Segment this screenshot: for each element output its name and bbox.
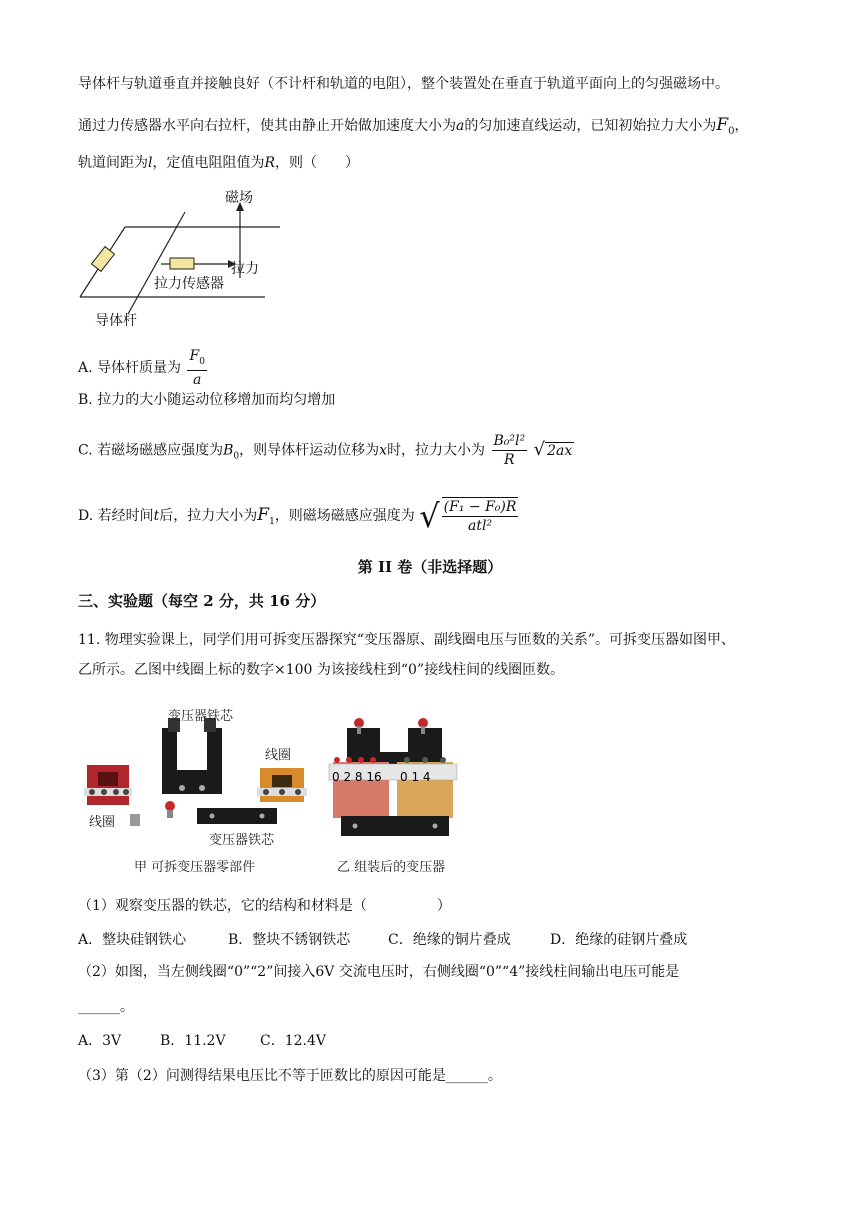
- fig-label-field: 磁场: [225, 190, 253, 206]
- option-d-mid2: ，则磁场磁感应强度为: [274, 508, 415, 524]
- fig-label-pull: 拉力: [231, 261, 259, 277]
- bar-core-image: [197, 808, 277, 824]
- q2-option-c: C．12.4V: [260, 1033, 326, 1049]
- fig-a-label-core-top: 变压器铁芯: [168, 709, 234, 724]
- option-b: B. 拉力的大小随运动位移增加而均匀增加: [78, 392, 336, 408]
- option-a: [78, 346, 209, 390]
- fig-label-rod: 导体杆: [95, 313, 137, 329]
- option-c-prefix: C. 若磁场磁感应强度为: [78, 442, 224, 459]
- section-title: 第 II 卷（非选择题）: [357, 558, 503, 576]
- q1-text: （1）观察变压器的铁芯，它的结构和材料是（ ）: [78, 898, 451, 914]
- caption-b: 乙 组装后的变压器: [337, 860, 446, 875]
- q1-option-c: C．绝缘的铜片叠成: [388, 932, 511, 948]
- sensor-icon: [170, 258, 194, 269]
- p10-line3-a: 轨道间距为: [78, 155, 148, 171]
- option-d-F1: F: [257, 505, 270, 525]
- p11-line2: 乙所示。乙图中线圈上标的数字×100 为该接线柱到“0”接线柱间的线圈匝数。: [78, 662, 565, 678]
- p10-line3-b: ，定值电阻阻值为: [152, 155, 265, 171]
- p10-line2-c: ，: [734, 118, 749, 134]
- option-d-mid: 后，拉力大小为: [159, 508, 258, 524]
- p10-line1: 导体杆与轨道垂直并接触良好（不计杆和轨道的电阻），整个装置处在垂直于轨道平面向上的匀强磁场中。: [78, 76, 729, 92]
- option-a-num: F: [189, 347, 200, 364]
- option-d-t: t: [153, 508, 160, 524]
- option-d-prefix: D. 若经时间: [78, 508, 154, 524]
- section3-heading: 三、实验题（每空 2 分，共 16 分）: [78, 592, 326, 610]
- fig-a-label-coil-right: 线圈: [265, 748, 292, 763]
- p10-var-F0-sub: 0: [728, 125, 735, 137]
- option-c-B0-sub: 0: [233, 451, 240, 462]
- q1-option-b: B．整块不锈钢铁芯: [228, 932, 351, 948]
- p11-line1: 11. 物理实验课上，同学们用可拆变压器探究“变压器原、副线圈电压与匝数的关系”。可拆变压器如图甲、: [78, 632, 736, 648]
- fig-label-sensor: 拉力传感器: [154, 276, 224, 292]
- q2-option-b: B．11.2V: [160, 1033, 226, 1049]
- option-c-B0: B: [223, 442, 234, 459]
- option-a-prefix: A. 导体杆质量为: [78, 360, 182, 376]
- q2-line1: （2）如图，当左侧线圈“0”“2”间接入6V 交流电压时，右侧线圈“0”“4”接线柱间输出电压可能是: [78, 964, 680, 980]
- p10-var-F0: F: [716, 115, 729, 135]
- q1-option-a: A．整块硅钢铁心: [78, 932, 187, 948]
- fig-a-label-coil-left: 线圈: [89, 815, 116, 830]
- q2-line2: ______。: [78, 999, 134, 1015]
- caption-a: 甲 可拆变压器零部件: [134, 860, 256, 875]
- fig-b-terminals-right: 0 1 4: [400, 770, 431, 784]
- q3-text: （3）第（2）问测得结果电压比不等于匝数比的原因可能是______。: [78, 1068, 502, 1084]
- p10-var-a: a: [456, 118, 465, 134]
- resistor-icon: [91, 247, 114, 272]
- option-a-num-sub: 0: [199, 356, 205, 367]
- option-c-frac-den: R: [504, 452, 515, 468]
- option-c-mid: ，则导体杆运动位移为: [239, 442, 380, 459]
- p10-line2-b: 的匀加速直线运动，已知初始拉力大小为: [464, 118, 717, 134]
- fig-a-label-core-bottom: 变压器铁芯: [209, 833, 275, 848]
- option-d: [78, 490, 520, 547]
- option-c-frac-num: B₀²l²: [493, 433, 526, 449]
- option-c-root: √ 2ax: [533, 439, 573, 460]
- p10-line2-a: 通过力传感器水平向右拉杆，使其由静止开始做加速度大小为: [78, 118, 456, 134]
- option-c: [78, 430, 574, 476]
- option-d-root-num: (F₁ − F₀)R: [443, 499, 517, 515]
- option-a-fraction: [187, 347, 206, 390]
- option-d-root-fraction: [442, 497, 519, 535]
- option-c-fraction: [492, 432, 528, 469]
- fig-b-terminals-left: 0 2 8 16: [332, 770, 382, 784]
- p10-line3: [78, 153, 359, 173]
- p10-line3-c: ，则（ ）: [275, 155, 360, 171]
- option-c-x: x: [379, 442, 388, 459]
- p10-line2: [78, 115, 749, 142]
- option-c-root-val: 2ax: [547, 443, 573, 459]
- option-a-den: a: [193, 372, 202, 389]
- option-d-root-den: atl²: [468, 518, 493, 534]
- q1-option-d: D．绝缘的硅钢片叠成: [550, 932, 688, 948]
- p10-var-R: R: [264, 155, 276, 171]
- option-d-F1-sub: 1: [269, 516, 275, 527]
- option-d-root: √ $\frac{\text{(F₁ − F₀)R}}{\text{atl²}}$: [419, 497, 517, 535]
- p10-var-l: l: [148, 155, 153, 171]
- option-c-mid2: 时，拉力大小为: [387, 442, 486, 459]
- q2-option-a: A．3V: [78, 1033, 122, 1049]
